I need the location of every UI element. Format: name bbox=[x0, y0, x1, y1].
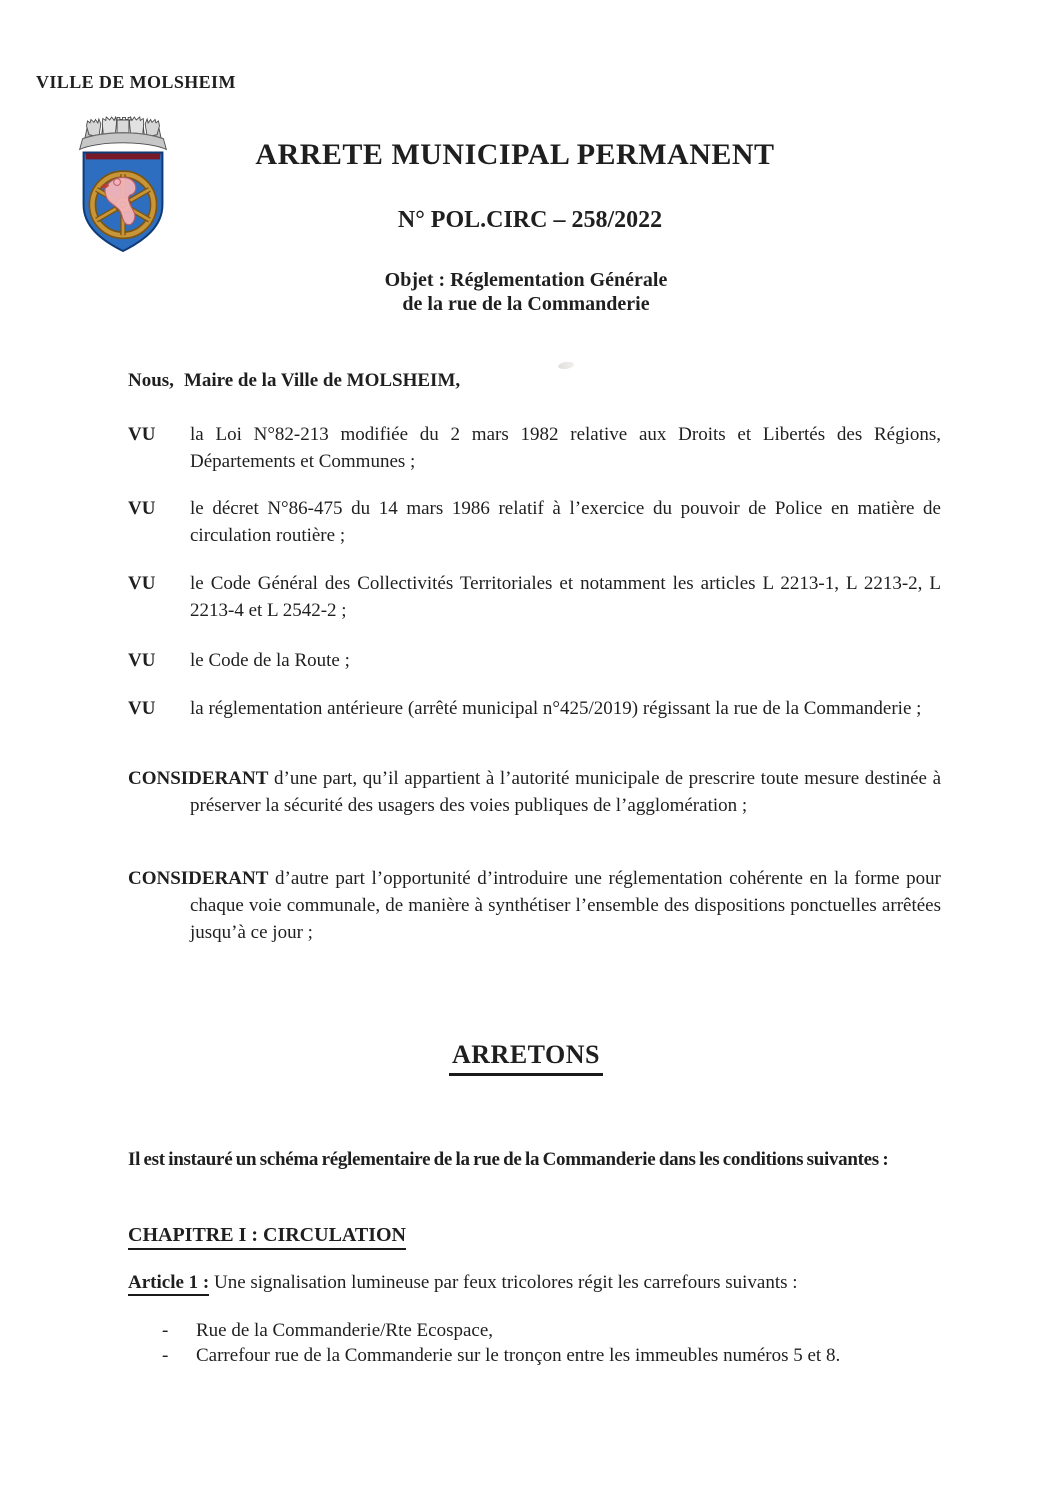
considerant-paragraph bbox=[128, 865, 941, 946]
vu-label: VU bbox=[128, 650, 156, 671]
considerant-label: CONSIDERANT bbox=[128, 768, 269, 789]
vu-label: VU bbox=[128, 498, 156, 519]
considerant-paragraph bbox=[128, 765, 941, 819]
vu-label: VU bbox=[128, 698, 156, 719]
subject-line-2: de la rue de la Commanderie bbox=[402, 293, 650, 315]
vu-text: la réglementation antérieure (arrêté municipal n°425/2019) régissant la rue de la Commanderie ; bbox=[190, 698, 922, 719]
considerant-text: d’une part, qu’il appartient à l’autorité municipale de prescrire toute mesure destinée à préserver la sécurité des usagers des voies publiques de l’agglomération ; bbox=[190, 768, 942, 816]
document-title: ARRETE MUNICIPAL PERMANENT bbox=[255, 138, 775, 171]
vu-paragraph bbox=[128, 647, 941, 674]
vu-text: la Loi N°82-213 modifiée du 2 mars 1982 relative aux Droits et Libertés des Régions, Départements et Communes ; bbox=[190, 424, 941, 472]
considerant-label: CONSIDERANT bbox=[128, 868, 269, 889]
vu-paragraph bbox=[128, 570, 941, 624]
list-bullet: - bbox=[162, 1320, 169, 1341]
vu-text: le Code Général des Collectivités Territoriales et notamment les articles L 2213-1, L 2213-2, L 2213-4 et L 2542-2 ; bbox=[190, 573, 941, 621]
vu-paragraph bbox=[128, 695, 941, 722]
list-bullet: - bbox=[162, 1345, 169, 1366]
salutation-line bbox=[128, 370, 460, 392]
subject-line-1: Objet : Réglementation Générale bbox=[384, 269, 668, 291]
arretons-heading: ARRETONS bbox=[0, 1040, 1052, 1076]
article-1-list bbox=[162, 1318, 952, 1368]
vu-text: le Code de la Route ; bbox=[190, 650, 350, 671]
document-subject bbox=[26, 268, 1026, 316]
chapter-1-heading: CHAPITRE I : CIRCULATION bbox=[128, 1224, 406, 1250]
decision-intro: Il est instauré un schéma réglementaire de la rue de la Commanderie dans les conditions suivantes : bbox=[128, 1149, 889, 1170]
article-1 bbox=[128, 1269, 941, 1296]
considerant-text: d’autre part l’opportunité d’introduire une réglementation cohérente en la forme pour chaque voie communale, de manière à synthétiser l’ensemble des dispositions ponctuelles arrêtées jusqu’à ce jour ; bbox=[190, 868, 942, 943]
vu-label: VU bbox=[128, 573, 156, 594]
vu-text: le décret N°86-475 du 14 mars 1986 relatif à l’exercice du pouvoir de Police en matière de circulation routière ; bbox=[190, 498, 941, 546]
list-item: - Carrefour rue de la Commanderie sur le tronçon entre les immeubles numéros 5 et 8. bbox=[162, 1345, 841, 1366]
scan-artifact bbox=[558, 361, 575, 370]
article-1-label: Article 1 : bbox=[128, 1272, 209, 1296]
salutation-label: Nous, bbox=[128, 370, 174, 391]
vu-paragraph bbox=[128, 495, 941, 549]
salutation-text: Maire de la Ville de MOLSHEIM, bbox=[183, 370, 461, 391]
vu-paragraph bbox=[128, 421, 941, 475]
document-number: N° POL.CIRC – 258/2022 bbox=[397, 207, 663, 233]
list-item: - Rue de la Commanderie/Rte Ecospace, bbox=[162, 1320, 494, 1341]
article-1-text: Une signalisation lumineuse par feux tricolores régit les carrefours suivants : bbox=[213, 1272, 798, 1293]
vu-label: VU bbox=[128, 424, 156, 445]
city-name: VILLE DE MOLSHEIM bbox=[36, 72, 236, 92]
